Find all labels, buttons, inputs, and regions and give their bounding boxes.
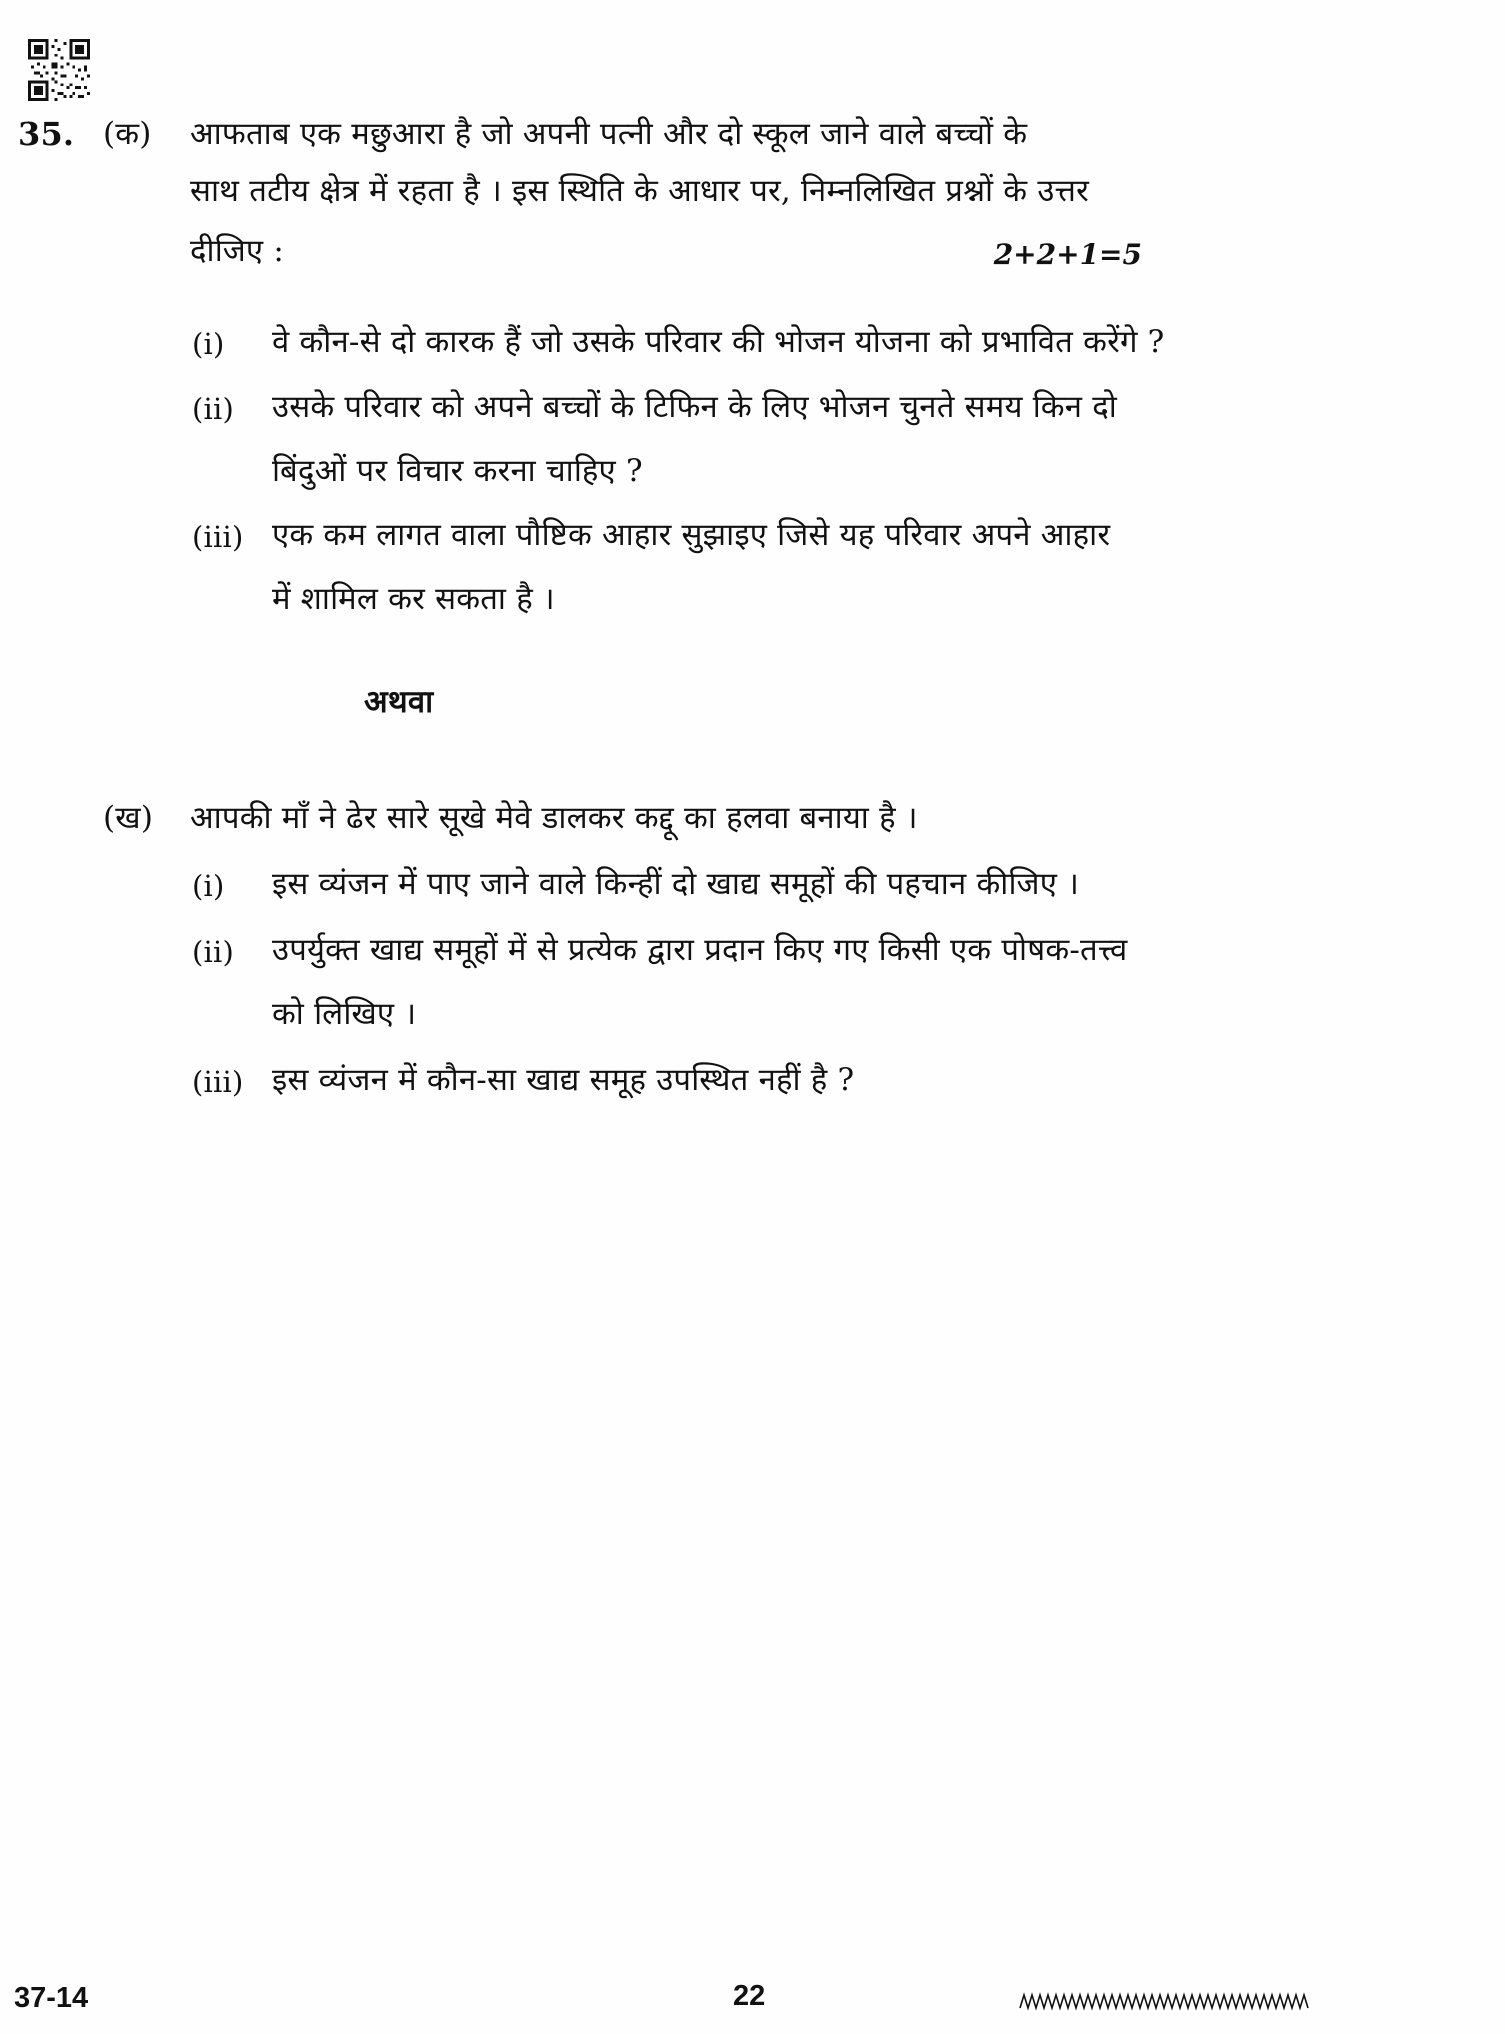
part-b-item-ii-text-line-1: उपर्युक्त खाद्य समूहों में से प्रत्येक द्वारा प्रदान किए गए किसी एक पोषक-तत्त्व [272,932,1128,968]
part-b-item-iii-number: (iii) [192,1065,244,1099]
qr-code-icon [28,38,90,102]
part-b-item-ii-text-line-2: को लिखिए । [272,996,417,1032]
part-a-intro-line-1: आफताब एक मछुआरा है जो अपनी पत्नी और दो स्कूल जाने वाले बच्चों के [190,116,1028,152]
marks-allocation: 2+2+1=5 [993,238,1142,271]
part-a-item-iii-number: (iii) [192,520,244,554]
part-b-item-ii-number: (ii) [192,935,234,969]
part-a-item-i-number: (i) [192,327,225,361]
part-a-intro-line-2: साथ तटीय क्षेत्र में रहता है । इस स्थिति के आधार पर, निम्नलिखित प्रश्नों के उत्तर [190,173,1090,209]
part-a-item-ii-number: (ii) [192,392,234,426]
footer-page-number: 22 [733,1980,766,2012]
part-b-label: (ख) [103,800,154,836]
part-a-intro-line-3: दीजिए : [190,233,284,269]
part-a-item-ii-text-line-1: उसके परिवार को अपने बच्चों के टिफिन के लिए भोजन चुनते समय किन दो [272,389,1117,425]
part-a-item-i-text: वे कौन-से दो कारक हैं जो उसके परिवार की भोजन योजना को प्रभावित करेंगे ? [272,324,1165,360]
part-b-intro-line-1: आपकी माँ ने ढेर सारे सूखे मेवे डालकर कद्दू का हलवा बनाया है । [190,800,918,836]
or-separator-label: अथवा [364,684,434,720]
wavy-line-decoration [1018,1988,1370,2018]
part-b-item-i-text: इस व्यंजन में पाए जाने वाले किन्हीं दो खाद्य समूहों की पहचान कीजिए । [272,866,1080,902]
part-a-item-ii-text-line-2: बिंदुओं पर विचार करना चाहिए ? [272,453,643,489]
part-a-item-iii-text-line-1: एक कम लागत वाला पौष्टिक आहार सुझाइए जिसे यह परिवार अपने आहार [272,517,1111,553]
part-a-item-iii-text-line-2: में शामिल कर सकता है । [272,581,555,617]
footer-paper-code: 37-14 [14,1982,89,2014]
part-a-label: (क) [103,116,152,152]
part-b-item-i-number: (i) [192,869,225,903]
question-number: 35. [18,115,75,153]
part-b-item-iii-text: इस व्यंजन में कौन-सा खाद्य समूह उपस्थित नहीं है ? [272,1062,855,1098]
